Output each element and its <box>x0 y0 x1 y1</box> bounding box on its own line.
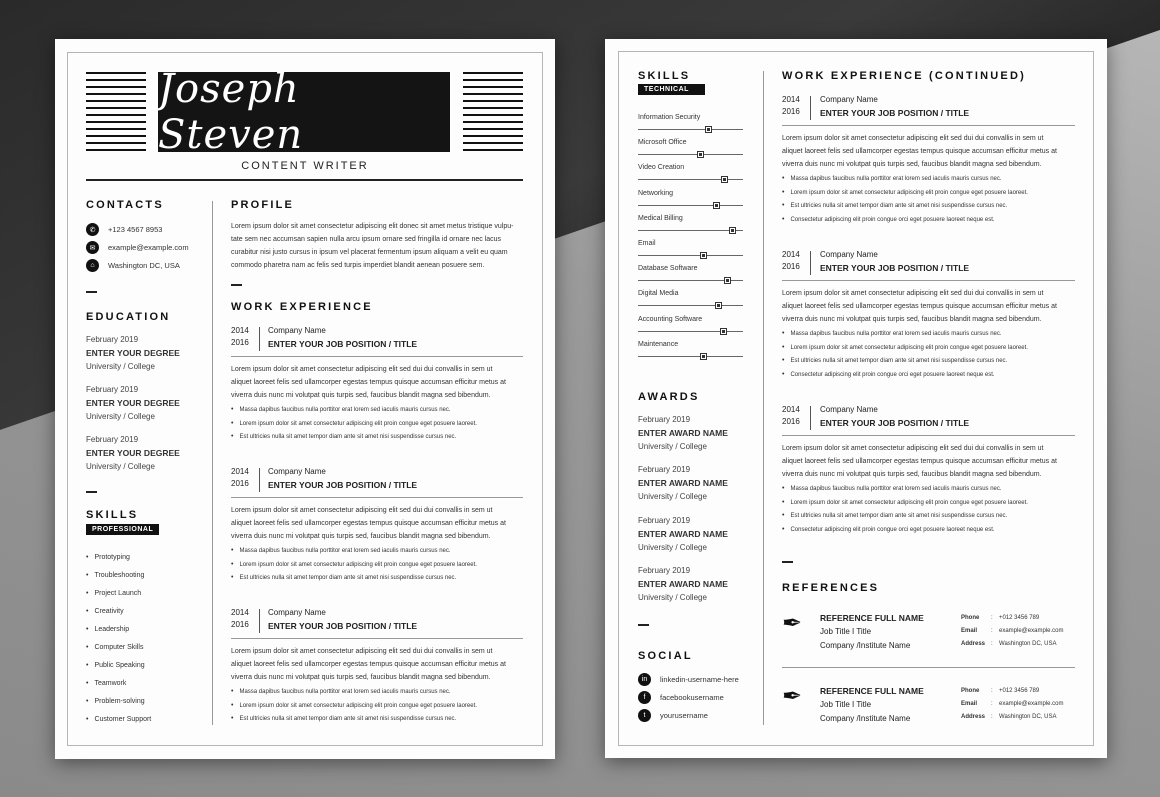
year-start: 2014 <box>782 95 800 104</box>
job-description <box>782 442 1057 481</box>
text-line: viverra duis nunc mi volutpat quis turpis sed, faucibus blandit magna sed bibendum. <box>231 533 491 540</box>
job-title: ENTER YOUR JOB POSITION / TITLE <box>820 108 970 118</box>
text-line: Lorem ipsum dolor sit amet consectetur adipiscing elit sed dui dui convallis in sem ut <box>782 445 1044 452</box>
twitter-icon: t <box>638 709 651 722</box>
award-date: February 2019 <box>638 516 691 525</box>
tech-skill-label: Medical Billing <box>638 214 683 222</box>
tech-skill-bar <box>638 305 743 306</box>
tech-skill-label: Database Software <box>638 265 698 273</box>
tech-skill-label: Email <box>638 240 656 247</box>
job-bullets <box>782 485 1028 539</box>
bullet-item: • Lorem ipsum dolor sit amet consectetur adipiscing elit proin congue eget posuere laoreet. <box>782 189 1028 203</box>
text-line: Lorem ipsum dolor sit amet consectetur adipiscing elit sed dui dui convallis in sem ut <box>231 507 493 514</box>
email-icon: ✉ <box>86 241 99 254</box>
bullet-item: • Lorem ipsum dolor sit amet consectetur adipiscing elit proin congue eget posuere laoreet. <box>782 499 1028 513</box>
award-date: February 2019 <box>638 566 691 575</box>
tech-skill-label: Information Security <box>638 114 701 121</box>
education-heading: EDUCATION <box>86 311 171 323</box>
social-twitter: yourusername <box>660 711 708 720</box>
email-label: Email <box>961 628 978 634</box>
education-school: University / College <box>86 362 155 371</box>
bullet-item: • Massa dapibus faucibus nulla porttitor erat lorem sed iaculis mauris cursus nec. <box>782 175 1028 189</box>
year-start: 2014 <box>782 250 800 259</box>
education-degree: ENTER YOUR DEGREE <box>86 448 180 458</box>
column-divider <box>763 71 764 725</box>
job-years <box>231 466 249 490</box>
phone-label: Phone <box>961 615 980 621</box>
bullet-item: • Est ultricies nulla sit amet tempor diam ante sit amet nisi suspendisse cursus nec. <box>782 357 1028 371</box>
education-date: February 2019 <box>86 435 139 444</box>
tech-skill-level-marker <box>697 151 704 158</box>
tech-skill-level-marker <box>713 202 720 209</box>
skills-heading: SKILLS <box>638 70 691 82</box>
job-separator <box>810 406 811 430</box>
company-name: Company Name <box>820 250 878 259</box>
job-separator <box>810 251 811 275</box>
phone-icon: ✆ <box>86 223 99 236</box>
bullet-item: • Est ultricies nulla sit amet tempor diam ante sit amet nisi suspendisse cursus nec. <box>782 202 1028 216</box>
social-heading: SOCIAL <box>638 650 693 662</box>
text-line: Lorem ipsum dolor sit amet consectetur adipiscing elit donec sit amet metus tristique vulpu- <box>231 223 514 230</box>
colon: : <box>991 714 993 720</box>
column-divider <box>212 201 213 725</box>
contact-phone: +123 4567 8953 <box>108 225 163 234</box>
job-divider <box>782 280 1075 281</box>
text-line: Lorem ipsum dolor sit amet consectetur adipiscing elit sed dui dui convallis in sem ut <box>231 648 493 655</box>
job-separator <box>810 96 811 120</box>
home-icon: ⌂ <box>86 259 99 272</box>
reference-address: Washington DC, USA <box>999 714 1057 720</box>
bullet-item: • Consectetur adipiscing elit proin congue orci eget posuere laoreet neque est. <box>782 526 1028 540</box>
text-line: viverra duis nunc mi volutpat quis turpis sed, faucibus blandit magna sed bibendum. <box>231 392 491 399</box>
social-linkedin: linkedin-username-here <box>660 675 739 684</box>
tech-skill-label: Microsoft Office <box>638 139 687 147</box>
tech-skill-bar <box>638 179 743 180</box>
job-bullets <box>231 406 477 447</box>
job-divider <box>231 638 523 639</box>
text-line: Lorem ipsum dolor sit amet consectetur adipiscing elit sed dui dui convallis in sem ut <box>231 366 493 373</box>
year-end: 2016 <box>231 338 249 347</box>
tech-skill-level-marker <box>721 176 728 183</box>
award-name: ENTER AWARD NAME <box>638 478 728 488</box>
name-banner: Joseph Steven <box>158 72 450 152</box>
colon: : <box>991 615 993 621</box>
skill-item: • Project Launch <box>86 590 151 608</box>
text-line: tate sem nec accumsan sapien nulla arcu ipsum ornare sed fringilla id ornare nec lacus <box>231 236 502 243</box>
skill-item: • Troubleshooting <box>86 572 151 590</box>
reference-company: Company /Institute Name <box>820 641 911 650</box>
skill-item: • Public Speaking <box>86 662 151 680</box>
company-name: Company Name <box>820 95 878 104</box>
text-line: aliquet laoreet felis sed ullamcorper egestas tempus quisque accumsan efficitur metus at <box>782 458 1057 465</box>
quill-icon: ✒ <box>782 683 803 710</box>
text-line: viverra duis nunc mi volutpat quis turpis sed, faucibus blandit magna sed bibendum. <box>231 674 491 681</box>
linkedin-icon: in <box>638 673 651 686</box>
bullet-item: • Massa dapibus faucibus nulla porttitor erat lorem sed iaculis mauris cursus nec. <box>231 688 477 702</box>
company-name: Company Name <box>268 608 326 617</box>
award-school: University / College <box>638 543 707 552</box>
job-separator <box>259 468 260 492</box>
reference-divider <box>782 667 1075 668</box>
work-continued-heading: WORK EXPERIENCE (CONTINUED) <box>782 70 1026 82</box>
skill-item: • Teamwork <box>86 680 151 698</box>
job-description <box>782 132 1057 171</box>
reference-job: Job Title I Title <box>820 700 872 709</box>
education-degree: ENTER YOUR DEGREE <box>86 348 180 358</box>
resume-page-2 <box>605 39 1107 758</box>
bullet-item: • Lorem ipsum dolor sit amet consectetur adipiscing elit proin congue eget posuere laoreet. <box>231 420 477 434</box>
education-date: February 2019 <box>86 385 139 394</box>
bullet-item: • Lorem ipsum dolor sit amet consectetur adipiscing elit proin congue eget posuere laoreet. <box>782 344 1028 358</box>
bullet-item: • Est ultricies nulla sit amet tempor diam ante sit amet nisi suspendisse cursus nec. <box>231 715 477 729</box>
address-label: Address <box>961 641 986 647</box>
text-line: aliquet laoreet felis sed ullamcorper egestas tempus quisque accumsan efficitur metus at <box>231 520 506 527</box>
bullet-item: • Lorem ipsum dolor sit amet consectetur adipiscing elit proin congue eget posuere laoreet. <box>231 561 477 575</box>
year-end: 2016 <box>782 107 800 116</box>
year-start: 2014 <box>231 326 249 335</box>
award-name: ENTER AWARD NAME <box>638 529 728 539</box>
skills-technical-badge: TECHNICAL <box>638 84 705 95</box>
reference-phone: +012 3456 789 <box>999 688 1040 694</box>
job-title: ENTER YOUR JOB POSITION / TITLE <box>268 621 418 631</box>
reference-name: REFERENCE FULL NAME <box>820 686 924 696</box>
job-bullets <box>782 330 1028 384</box>
job-years <box>782 94 800 118</box>
job-bullets <box>231 547 477 588</box>
award-date: February 2019 <box>638 415 691 424</box>
job-title: ENTER YOUR JOB POSITION / TITLE <box>820 263 970 273</box>
bullet-item: • Consectetur adipiscing elit proin congue orci eget posuere laoreet neque est. <box>782 216 1028 230</box>
job-divider <box>782 125 1075 126</box>
section-dash <box>638 624 649 626</box>
section-dash <box>231 284 242 286</box>
work-experience-heading: WORK EXPERIENCE <box>231 301 373 313</box>
year-end: 2016 <box>782 417 800 426</box>
job-years <box>782 404 800 428</box>
bullet-item: • Est ultricies nulla sit amet tempor diam ante sit amet nisi suspendisse cursus nec. <box>231 433 477 447</box>
skill-item: • Customer Support <box>86 716 151 734</box>
contact-email: example@example.com <box>108 243 189 252</box>
year-end: 2016 <box>782 262 800 271</box>
contacts-heading: CONTACTS <box>86 199 164 211</box>
year-end: 2016 <box>231 620 249 629</box>
award-date: February 2019 <box>638 465 691 474</box>
social-facebook: facebookusername <box>660 693 724 702</box>
tech-skill-level-marker <box>700 252 707 259</box>
bullet-item: • Est ultricies nulla sit amet tempor diam ante sit amet nisi suspendisse cursus nec. <box>782 512 1028 526</box>
job-divider <box>231 497 523 498</box>
tech-skill-bar <box>638 280 743 281</box>
year-start: 2014 <box>782 405 800 414</box>
tech-skill-bar <box>638 129 743 130</box>
skills-heading: SKILLS <box>86 509 139 521</box>
awards-heading: AWARDS <box>638 391 700 403</box>
award-name: ENTER AWARD NAME <box>638 579 728 589</box>
reference-job: Job Title I Title <box>820 627 872 636</box>
section-dash <box>86 291 97 293</box>
text-line: aliquet laoreet felis sed ullamcorper egestas tempus quisque accumsan efficitur metus at <box>782 303 1057 310</box>
bullet-item: • Consectetur adipiscing elit proin congue orci eget posuere laoreet neque est. <box>782 371 1028 385</box>
contact-address: Washington DC, USA <box>108 261 180 270</box>
job-years <box>782 249 800 273</box>
tech-skill-label: Accounting Software <box>638 315 703 323</box>
reference-company: Company /Institute Name <box>820 714 911 723</box>
year-start: 2014 <box>231 608 249 617</box>
job-description <box>231 363 506 402</box>
job-separator <box>259 609 260 633</box>
education-date: February 2019 <box>86 335 139 344</box>
profile-heading: PROFILE <box>231 199 295 211</box>
bullet-item: • Massa dapibus faucibus nulla porttitor erat lorem sed iaculis mauris cursus nec. <box>231 547 477 561</box>
facebook-icon: f <box>638 691 651 704</box>
company-name: Company Name <box>268 326 326 335</box>
decorative-stripes-right <box>463 72 523 152</box>
skill-item: • Problem-solving <box>86 698 151 716</box>
text-line: aliquet laoreet felis sed ullamcorper egestas tempus quisque accumsan efficitur metus at <box>782 148 1057 155</box>
section-dash <box>86 491 97 493</box>
quill-icon: ✒ <box>782 610 803 637</box>
year-end: 2016 <box>231 479 249 488</box>
job-title: ENTER YOUR JOB POSITION / TITLE <box>820 418 970 428</box>
tech-skill-bar <box>638 331 743 332</box>
bullet-item: • Lorem ipsum dolor sit amet consectetur adipiscing elit proin congue eget posuere laoreet. <box>231 702 477 716</box>
job-role: CONTENT WRITER <box>241 160 369 172</box>
skill-item: • Leadership <box>86 626 151 644</box>
award-school: University / College <box>638 593 707 602</box>
text-line: viverra duis nunc mi volutpat quis turpis sed, faucibus blandit magna sed bibendum. <box>782 471 1042 478</box>
text-line: viverra duis nunc mi volutpat quis turpis sed, faucibus blandit magna sed bibendum. <box>782 161 1042 168</box>
job-divider <box>782 435 1075 436</box>
job-description <box>231 504 506 543</box>
reference-address: Washington DC, USA <box>999 641 1057 647</box>
tech-skill-label: Digital Media <box>638 290 679 298</box>
decorative-stripes-left <box>86 72 146 152</box>
text-line: commodo pharetra nam ac felis sed turpis imperdiet blandit aenean posuere sem. <box>231 262 485 269</box>
phone-label: Phone <box>961 688 980 694</box>
job-bullets <box>782 175 1028 229</box>
profile-text <box>231 220 513 272</box>
job-years <box>231 325 249 349</box>
skills-professional-badge: PROFESSIONAL <box>86 524 159 535</box>
education-school: University / College <box>86 412 155 421</box>
text-line: aliquet laoreet felis sed ullamcorper egestas tempus quisque accumsan efficitur metus at <box>231 661 506 668</box>
education-degree: ENTER YOUR DEGREE <box>86 398 180 408</box>
bullet-item: • Massa dapibus faucibus nulla porttitor erat lorem sed iaculis mauris cursus nec. <box>231 406 477 420</box>
tech-skill-level-marker <box>705 126 712 133</box>
bullet-item: • Massa dapibus faucibus nulla porttitor erat lorem sed iaculis mauris cursus nec. <box>782 330 1028 344</box>
job-years <box>231 607 249 631</box>
tech-skill-level-marker <box>715 302 722 309</box>
email-label: Email <box>961 701 978 707</box>
tech-skill-label: Maintenance <box>638 340 679 348</box>
job-divider <box>231 356 523 357</box>
year-start: 2014 <box>231 467 249 476</box>
job-title: ENTER YOUR JOB POSITION / TITLE <box>268 480 418 490</box>
tech-skill-bar <box>638 255 743 256</box>
award-name: ENTER AWARD NAME <box>638 428 728 438</box>
skill-item: • Creativity <box>86 608 151 626</box>
text-line: viverra duis nunc mi volutpat quis turpis sed, faucibus blandit magna sed bibendum. <box>782 316 1042 323</box>
reference-email: example@example.com <box>999 701 1064 707</box>
text-line: curabitur nisi justo cursus in ipsum vel placerat fermentum ipsum aliquam a velit eu quam <box>231 249 508 256</box>
reference-name: REFERENCE FULL NAME <box>820 613 924 623</box>
colon: : <box>991 641 993 647</box>
reference-email: example@example.com <box>999 628 1064 634</box>
job-title: ENTER YOUR JOB POSITION / TITLE <box>268 339 418 349</box>
award-school: University / College <box>638 442 707 451</box>
company-name: Company Name <box>268 467 326 476</box>
colon: : <box>991 688 993 694</box>
tech-skill-level-marker <box>724 277 731 284</box>
resume-page-1 <box>55 39 555 759</box>
text-line: Lorem ipsum dolor sit amet consectetur adipiscing elit sed dui dui convallis in sem ut <box>782 135 1044 142</box>
professional-skills-list <box>86 554 151 734</box>
tech-skill-level-marker <box>700 353 707 360</box>
bullet-item: • Massa dapibus faucibus nulla porttitor erat lorem sed iaculis mauris cursus nec. <box>782 485 1028 499</box>
award-school: University / College <box>638 492 707 501</box>
tech-skill-bar <box>638 205 743 206</box>
company-name: Company Name <box>820 405 878 414</box>
tech-skill-bar <box>638 154 743 155</box>
tech-skill-level-marker <box>729 227 736 234</box>
tech-skill-bar <box>638 230 743 231</box>
text-line: aliquet laoreet felis sed ullamcorper egestas tempus quisque accumsan efficitur metus at <box>231 379 506 386</box>
tech-skill-level-marker <box>720 328 727 335</box>
skill-item: • Computer Skills <box>86 644 151 662</box>
reference-phone: +012 3456 789 <box>999 615 1040 621</box>
address-label: Address <box>961 714 986 720</box>
job-description <box>782 287 1057 326</box>
text-line: Lorem ipsum dolor sit amet consectetur adipiscing elit sed dui dui convallis in sem ut <box>782 290 1044 297</box>
tech-skill-bar <box>638 356 743 357</box>
tech-skill-label: Networking <box>638 189 674 197</box>
job-bullets <box>231 688 477 729</box>
section-dash <box>782 561 793 563</box>
colon: : <box>991 628 993 634</box>
tech-skill-label: Video Creation <box>638 164 685 172</box>
education-school: University / College <box>86 462 155 471</box>
job-description <box>231 645 506 684</box>
skill-item: • Prototyping <box>86 554 151 572</box>
header-divider <box>86 179 523 181</box>
bullet-item: • Est ultricies nulla sit amet tempor diam ante sit amet nisi suspendisse cursus nec. <box>231 574 477 588</box>
references-heading: REFERENCES <box>782 582 880 594</box>
job-separator <box>259 327 260 351</box>
colon: : <box>991 701 993 707</box>
